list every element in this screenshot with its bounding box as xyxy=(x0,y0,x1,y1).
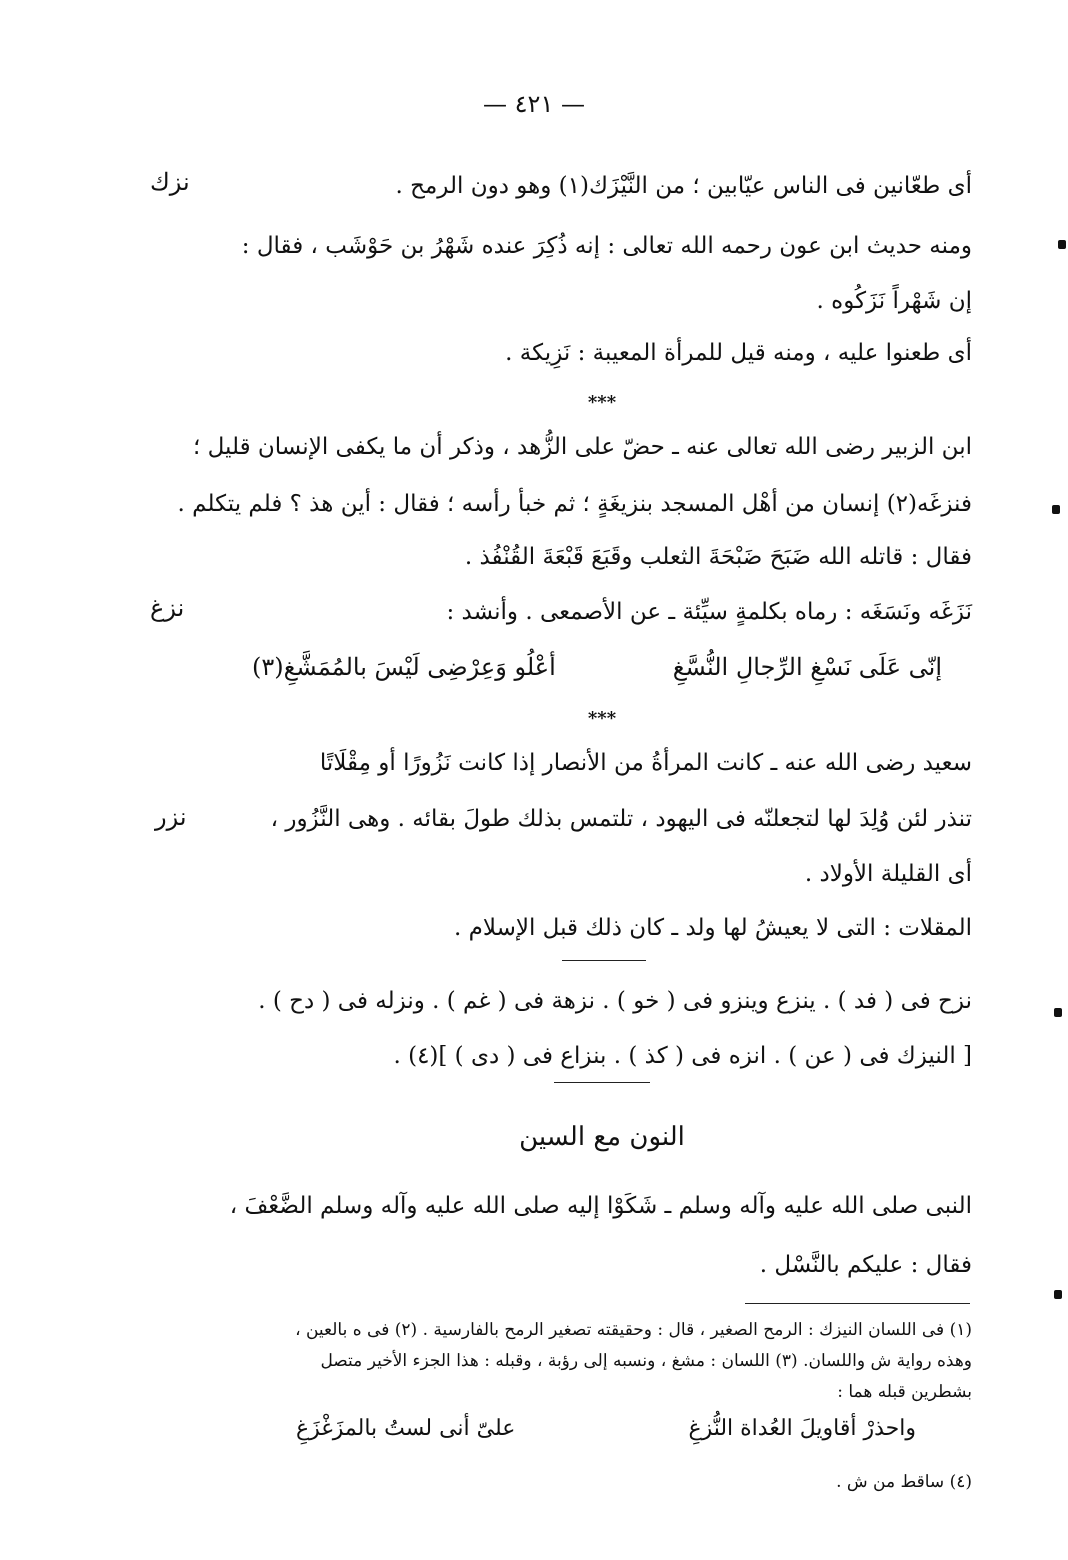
text-line: تنذر لئن وُلِدَ لها لتجعلنّه فى اليهود ، تلتمس بذلك طولَ بقائه . وهى النَّزُور ، xyxy=(270,806,972,832)
text-line: أى طعنوا عليه ، ومنه قيل للمرأة المعيبة : نَزِيكة . xyxy=(505,340,972,366)
text-line: المقلات : التى لا يعيشُ لها ولد ـ كان ذلك قبل الإسلام . xyxy=(453,915,972,941)
footnote-verse-second: علىّ أنى لستُ بالمزَغْزَغِ xyxy=(296,1416,516,1441)
footnote-line: (١) فى اللسان النيزك : الرمح الصغير ، قال : وحقيقته تصغير الرمح بالفارسية . (٢) فى ه بالعين ، xyxy=(295,1320,972,1340)
scan-mark xyxy=(1054,1008,1062,1017)
scan-mark xyxy=(1052,505,1060,514)
text-line: أى طعّانين فى الناس عيّابين ؛ من النَّيْزَك(١) وهو دون الرمح . xyxy=(395,173,972,199)
footnote-line: وهذه رواية ش واللسان. (٣) اللسان : مشغ ، ونسبه إلى رؤبة ، وقبله : هذا الجزء الأخير متصل xyxy=(320,1351,972,1371)
verse-first-hemistich: إنّى عَلَى نَسْغِ الرِّجالِ النُّسَّغِ xyxy=(672,653,942,681)
page-number: — ٤٢١ — xyxy=(483,90,585,118)
margin-keyword-nzr: نزر xyxy=(155,803,187,831)
text-line: ومنه حديث ابن عون رحمه الله تعالى : إنه ذُكِرَ عنده شَهْرُ بن حَوْشَب ، فقال : xyxy=(241,233,972,259)
short-divider xyxy=(554,1082,650,1083)
poem-verse xyxy=(232,653,972,693)
footnote-line: (٤) ساقط من ش . xyxy=(836,1472,972,1492)
text-line: فقال : عليكم بالنَّسْل . xyxy=(759,1252,972,1278)
footnote-verse xyxy=(296,1416,916,1452)
scan-mark xyxy=(1054,1290,1062,1299)
footnote-line: بشطرين قبله هما : xyxy=(837,1382,972,1402)
text-line: إن شَهْراً نَزَكُوه . xyxy=(816,288,972,314)
scan-mark xyxy=(1058,240,1066,249)
section-separator: *** xyxy=(587,392,617,413)
text-line: أى القليلة الأولاد . xyxy=(804,861,972,887)
footnote-verse-first: واحذرْ أقاويلَ العُداة النُّزغِ xyxy=(688,1416,916,1441)
short-divider xyxy=(562,960,646,961)
margin-keyword-nzgh: نزغ xyxy=(150,594,185,622)
text-line: فنزغَه(٢) إنسان من أهْل المسجد بنزيغَةٍ ؛ ثم خبأ رأسه ؛ فقال : أين هذ ؟ فلم يتكلم . xyxy=(177,491,972,517)
text-line: سعيد رضى الله عنه ـ كانت المرأةُ من الأنصار إذا كانت نَزُورًا أو مِقْلَاتًا xyxy=(319,750,972,776)
cross-reference-line: [ النيزك فى ( عن ) . انزه فى ( كذ ) . بنزاع فى ( دى ) ](٤) . xyxy=(393,1043,972,1069)
footnote-rule xyxy=(745,1303,970,1304)
cross-reference-line: نزح فى ( فد ) . ينزع وينزو فى ( خو ) . نزهة فى ( غم ) . ونزله فى ( دح ) . xyxy=(258,988,972,1014)
section-heading: النون مع السين xyxy=(519,1122,685,1152)
verse-second-hemistich: أعْلُو وَعِرْضِى لَيْسَ بالمُمَشَّغِ(٣) xyxy=(252,653,556,681)
text-line: نَزَغَه ونَسَغَه : رماه بكلمةٍ سيِّئة ـ عن الأصمعى . وأنشد : xyxy=(446,599,972,625)
section-separator: *** xyxy=(587,708,617,729)
text-line: فقال : قاتله الله ضَبَحَ ضَبْحَةَ الثعلب وقَبَعَ قَبْعَةَ القُنْفُذ . xyxy=(464,544,972,570)
text-line: النبى صلى الله عليه وآله وسلم ـ شَكَوْا إليه صلى الله عليه وآله وسلم الضَّعْفَ ، xyxy=(229,1193,972,1219)
text-line: ابن الزبير رضى الله تعالى عنه ـ حضّ على الزُّهد ، وذكر أن ما يكفى الإنسان قليل ؛ xyxy=(192,434,972,460)
margin-keyword-nzk: نزك xyxy=(150,168,190,196)
